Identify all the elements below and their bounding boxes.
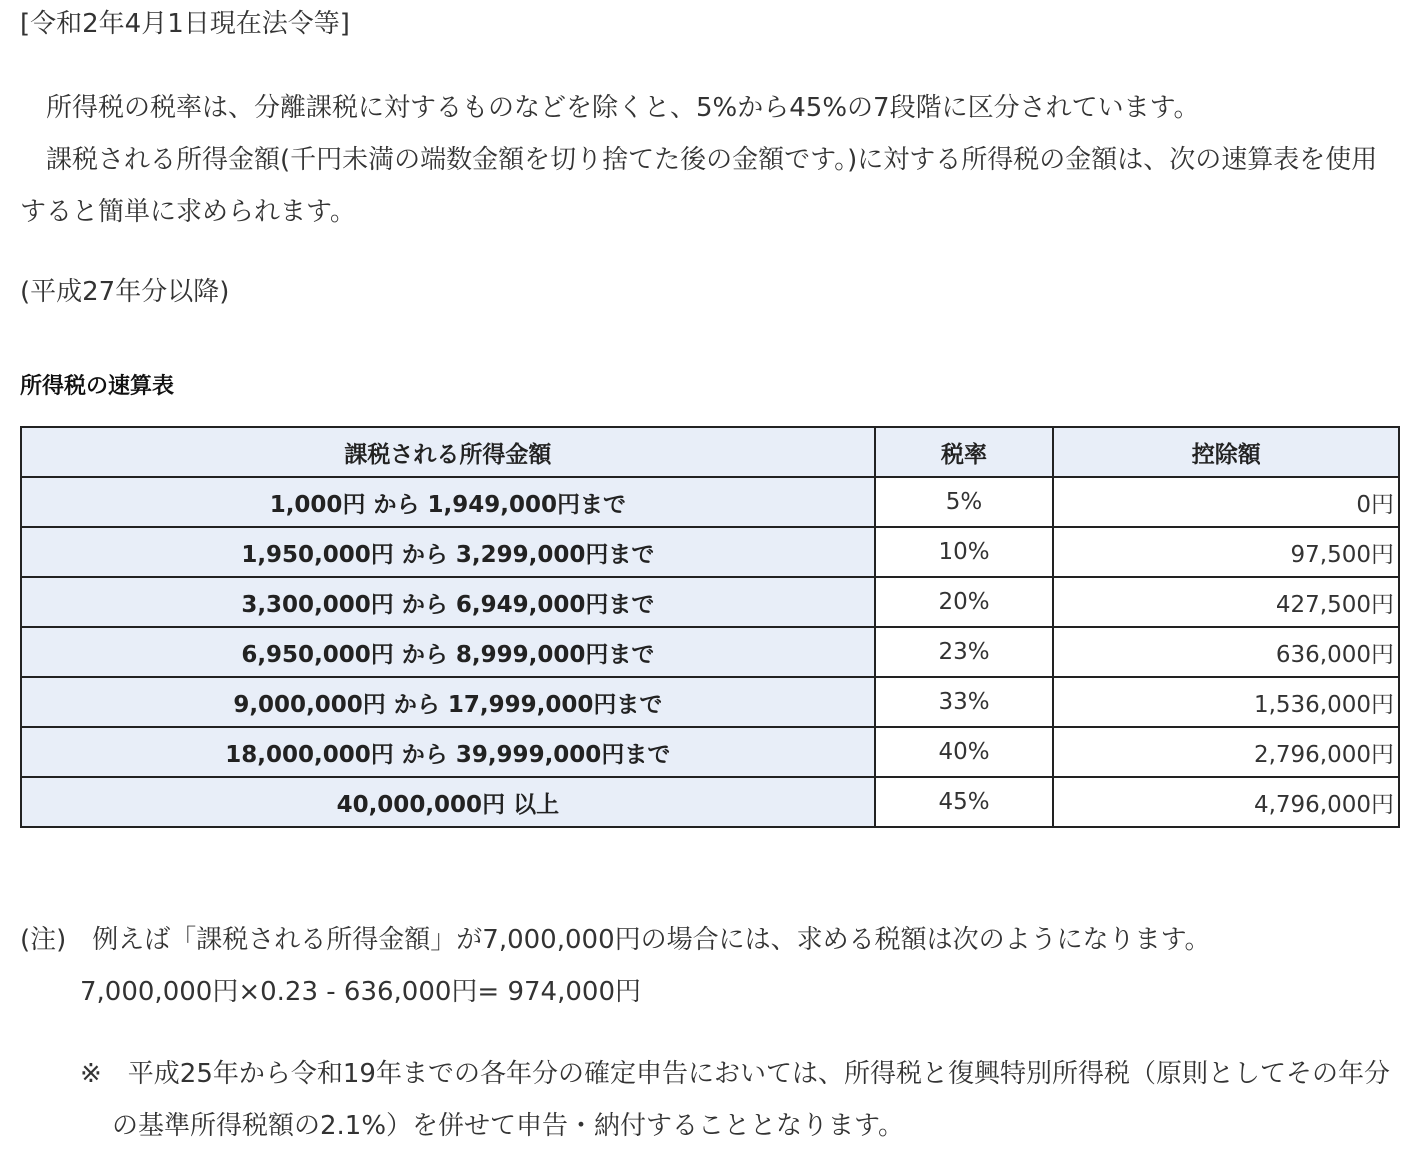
header-taxable-income: 課税される所得金額 — [21, 427, 875, 477]
as-of-date: [令和2年4月1日現在法令等] — [20, 9, 350, 39]
deduction-cell: 97,500円 — [1053, 527, 1399, 577]
income-range-cell: 1,000円 から 1,949,000円まで — [21, 477, 875, 527]
tax-rate-cell: 40% — [875, 727, 1054, 777]
tax-rate-cell: 45% — [875, 777, 1054, 827]
deduction-cell: 0円 — [1053, 477, 1399, 527]
table-row — [21, 777, 1399, 827]
tax-rate-cell: 5% — [875, 477, 1054, 527]
table-row — [21, 677, 1399, 727]
deduction-cell: 2,796,000円 — [1053, 727, 1399, 777]
table-row — [21, 727, 1399, 777]
table-row — [21, 627, 1399, 677]
example-note — [20, 914, 1400, 1018]
income-range-cell: 40,000,000円 以上 — [21, 777, 875, 827]
income-range-cell: 9,000,000円 から 17,999,000円まで — [21, 677, 875, 727]
table-row — [21, 477, 1399, 527]
tax-rate-cell: 33% — [875, 677, 1054, 727]
header-deduction: 控除額 — [1053, 427, 1399, 477]
reconstruction-tax-note: ※ 平成25年から令和19年までの各年分の確定申告においては、所得税と復興特別所得税（原則としてその年分の基準所得税額の2.1%）を併せて申告・納付することとなります。 — [80, 1059, 1390, 1141]
intro-paragraph-2: 課税される所得金額(千円未満の端数金額を切り捨てた後の金額です。)に対する所得税の金額は、次の速算表を使用すると簡単に求められます。 — [20, 145, 1378, 227]
deduction-cell: 1,536,000円 — [1053, 677, 1399, 727]
deduction-cell: 427,500円 — [1053, 577, 1399, 627]
table-row — [21, 527, 1399, 577]
income-range-cell: 18,000,000円 から 39,999,000円まで — [21, 727, 875, 777]
tax-rate-table — [20, 426, 1400, 828]
income-range-cell: 1,950,000円 から 3,299,000円まで — [21, 527, 875, 577]
applicable-period: (平成27年分以降) — [20, 277, 230, 307]
header-tax-rate: 税率 — [875, 427, 1054, 477]
tax-rate-cell: 20% — [875, 577, 1054, 627]
intro-paragraph-1: 所得税の税率は、分離課税に対するものなどを除くと、5%から45%の7段階に区分されています。 — [46, 93, 1200, 123]
example-calculation: 7,000,000円×0.23 - 636,000円= 974,000円 — [80, 977, 641, 1007]
tax-rate-cell: 23% — [875, 627, 1054, 677]
income-range-cell: 3,300,000円 から 6,949,000円まで — [21, 577, 875, 627]
intro-section — [20, 82, 1400, 238]
table-header-row — [21, 427, 1399, 477]
deduction-cell: 636,000円 — [1053, 627, 1399, 677]
table-row — [21, 577, 1399, 627]
example-note-text: (注) 例えば「課税される所得金額」が7,000,000円の場合には、求める税額は次のようになります。 — [20, 925, 1211, 955]
tax-rate-cell: 10% — [875, 527, 1054, 577]
deduction-cell: 4,796,000円 — [1053, 777, 1399, 827]
table-title: 所得税の速算表 — [20, 374, 175, 399]
income-range-cell: 6,950,000円 から 8,999,000円まで — [21, 627, 875, 677]
